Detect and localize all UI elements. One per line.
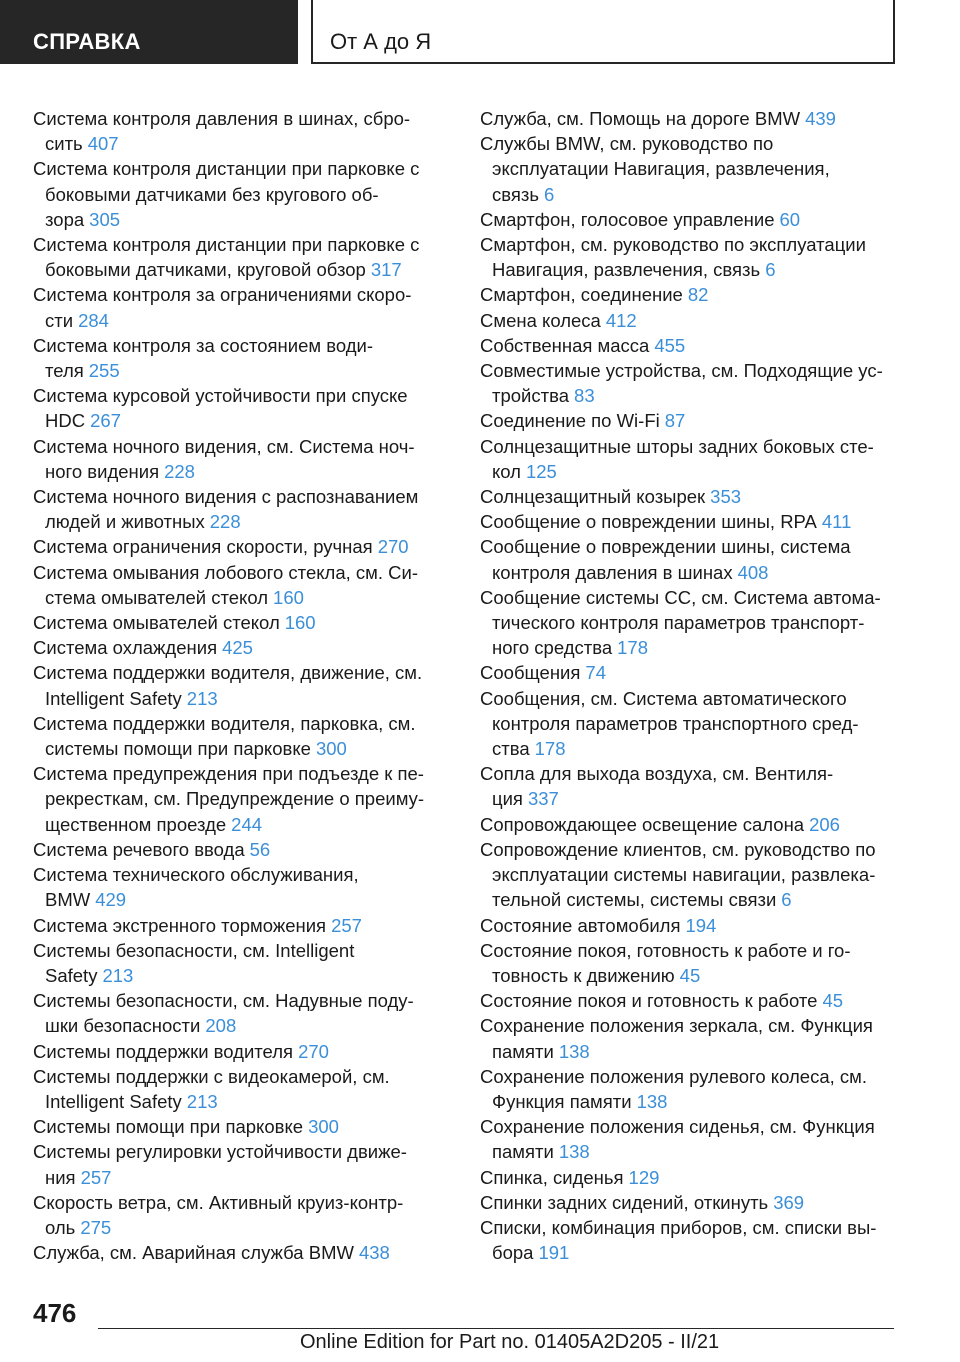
index-entry	[33, 635, 453, 660]
index-entry-text: Система ночного видения с распознаванием	[33, 486, 419, 508]
page-link[interactable]: 138	[558, 1141, 590, 1163]
index-entry	[33, 560, 453, 610]
page-link[interactable]: 125	[525, 460, 557, 482]
index-entry-text: эксплуатации системы навигации, развлека-	[492, 864, 876, 886]
subsection-tab[interactable]	[311, 0, 895, 64]
page-link[interactable]: 138	[558, 1040, 590, 1062]
index-entry-text: Сообщения	[480, 662, 581, 684]
index-entry-text: бора	[492, 1242, 534, 1264]
index-entry	[33, 988, 453, 1038]
index-entry-text: Списки, комбинация приборов, см. списки вы-	[480, 1216, 877, 1238]
page-link[interactable]: 317	[370, 259, 402, 281]
page-link[interactable]: 439	[805, 108, 836, 129]
page-link[interactable]: 56	[249, 838, 271, 860]
page-link[interactable]: 270	[377, 536, 409, 558]
page-link[interactable]: 228	[164, 460, 195, 482]
page-number: 476	[33, 1298, 77, 1328]
page-link[interactable]: 6	[544, 183, 555, 205]
index-entry	[480, 106, 900, 131]
index-column-left	[33, 106, 453, 1265]
index-entry	[33, 610, 453, 635]
index-entry	[480, 408, 900, 433]
section-title: СПРАВКА	[33, 29, 141, 54]
index-entry-text: Система ночного видения, см. Система ноч-	[33, 435, 415, 457]
index-entry-text: боковыми датчиками, круговой обзор	[45, 259, 366, 281]
index-entry-text: контроля параметров транспортного сред-	[492, 712, 859, 734]
index-entry-text: Смена колеса	[480, 309, 601, 331]
index-entry-text: Функция памяти	[492, 1090, 632, 1112]
page-link[interactable]: 337	[527, 788, 559, 810]
index-entry-text: Собственная масса	[480, 334, 650, 356]
page-link[interactable]: 284	[78, 309, 109, 331]
index-entry	[33, 837, 453, 862]
index-entry-text: Состояние покоя, готовность к работе и го-	[480, 939, 851, 961]
index-entry-text: Сообщение о повреждении шины, система	[480, 536, 851, 558]
index-entry	[480, 988, 900, 1013]
index-entry-text: HDC	[45, 410, 86, 432]
index-entry	[33, 1114, 453, 1139]
page-link[interactable]: 45	[679, 964, 701, 986]
index-entry	[480, 131, 900, 207]
index-entry-text: Соединение по Wi-Fi	[480, 410, 660, 432]
page-link[interactable]: 412	[605, 309, 637, 331]
page-link[interactable]: 305	[89, 208, 121, 230]
page-link[interactable]: 191	[538, 1242, 570, 1264]
index-entry-text: Сопровождение клиентов, см. руководство по	[480, 838, 876, 860]
index-entry	[480, 913, 900, 938]
page-link[interactable]: 228	[209, 511, 241, 533]
index-entry	[480, 434, 900, 484]
index-column-right	[480, 106, 900, 1265]
index-entry	[480, 1190, 900, 1215]
index-entry	[480, 333, 900, 358]
index-entry-text: Сохранение положения зеркала, см. Функция	[480, 1015, 873, 1037]
page-link[interactable]: 45	[822, 990, 844, 1012]
page-link[interactable]: 257	[331, 914, 362, 936]
index-entry-text: Навигация, развлечения, связь	[492, 259, 761, 281]
page-link[interactable]: 178	[534, 738, 566, 760]
index-entry-text: Система технического обслуживания,	[33, 864, 359, 886]
page-link[interactable]: 353	[710, 486, 742, 508]
index-entry-text: Смартфон, см. руководство по эксплуатации	[480, 234, 866, 256]
index-entry	[33, 1139, 453, 1189]
index-entry-text: боковыми датчиками без кругового об-	[45, 183, 379, 205]
index-entry-text: сти	[45, 309, 74, 331]
index-entry-text: связь	[492, 183, 540, 205]
index-entry-text: Системы безопасности, см. Надувные поду-	[33, 990, 414, 1012]
index-entry-text: Совместимые устройства, см. Подходящие ус-	[480, 360, 883, 382]
index-entry-text: Смартфон, соединение	[480, 284, 683, 306]
index-entry-text: Система поддержки водителя, движение, см.	[33, 662, 423, 684]
index-entry-text: Состояние покоя и готовность к работе	[480, 990, 818, 1012]
index-entry-text: Система курсовой устойчивости при спуске	[33, 385, 408, 407]
index-entry-text: тройства	[492, 385, 570, 407]
index-entry-text: ного средства	[492, 637, 613, 659]
index-entry	[33, 913, 453, 938]
page-link[interactable]: 178	[617, 637, 648, 659]
index-entry-text: ного видения	[45, 460, 160, 482]
index-entry-text: Системы поддержки водителя	[33, 1040, 294, 1062]
page-link[interactable]: 429	[95, 889, 127, 911]
page-link[interactable]: 275	[80, 1216, 112, 1238]
index-entry	[480, 812, 900, 837]
index-entry	[33, 484, 453, 534]
index-entry-text: контроля давления в шинах	[492, 561, 733, 583]
index-entry	[33, 232, 453, 282]
index-entry-text: системы помощи при парковке	[45, 738, 311, 760]
page-link[interactable]: 213	[186, 1090, 218, 1112]
index-entry	[480, 837, 900, 913]
index-entry-text: Служба, см. Помощь на дороге BMW	[480, 108, 801, 129]
index-entry-text: Сопровождающее освещение салона	[480, 813, 805, 835]
index-entry-text: стема омывателей стекол	[45, 586, 269, 608]
index-entry-text: Системы безопасности, см. Intelligent	[33, 939, 355, 961]
page-link[interactable]: 208	[205, 1015, 237, 1037]
index-entry	[33, 1039, 453, 1064]
index-entry-text: Intelligent Safety	[45, 687, 182, 709]
index-entry	[33, 434, 453, 484]
index-entry-text: Система контроля за состоянием води-	[33, 334, 374, 356]
index-entry	[33, 106, 453, 156]
page-link[interactable]: 138	[636, 1090, 668, 1112]
index-entry-text: рекресткам, см. Предупреждение о преиму-	[45, 788, 425, 810]
page-link[interactable]: 60	[779, 208, 801, 230]
page-link[interactable]: 411	[821, 511, 852, 533]
index-entry-text: тельной системы, системы связи	[492, 889, 777, 911]
index-entry-text: Системы помощи при парковке	[33, 1116, 304, 1138]
index-entry-text: Сохранение положения сиденья, см. Функция	[480, 1116, 875, 1138]
index-entry-text: Сообщение системы CC, см. Система автома-	[480, 586, 881, 608]
page-link[interactable]: 455	[654, 334, 686, 356]
index-entry	[33, 282, 453, 332]
page-link[interactable]: 74	[585, 662, 606, 684]
index-entry-text: Спинка, сиденья	[480, 1166, 624, 1188]
subsection-title: От А до Я	[330, 29, 432, 54]
page-link[interactable]: 213	[102, 964, 134, 986]
index-entry	[33, 660, 453, 710]
page-link[interactable]: 129	[628, 1166, 660, 1188]
index-entry	[480, 1165, 900, 1190]
page-link[interactable]: 82	[687, 284, 709, 306]
index-entry	[33, 938, 453, 988]
page-link[interactable]: 438	[358, 1242, 390, 1264]
index-entry-text: Система контроля за ограничениями скоро-	[33, 284, 412, 306]
page-link[interactable]: 6	[765, 259, 776, 281]
index-entry	[480, 232, 900, 282]
index-entry	[480, 761, 900, 811]
index-entry	[480, 484, 900, 509]
index-entry	[33, 534, 453, 559]
index-entry-text: Intelligent Safety	[45, 1090, 182, 1112]
index-entry-text: зора	[45, 208, 85, 230]
index-entry	[480, 509, 900, 534]
page-link[interactable]: 83	[574, 385, 595, 407]
index-entry-text: Система речевого ввода	[33, 838, 245, 860]
index-entry-text: эксплуатации Навигация, развлечения,	[492, 158, 830, 180]
index-entry	[480, 660, 900, 685]
page-link[interactable]: 160	[284, 612, 316, 634]
index-entry-text: Система омывателей стекол	[33, 612, 280, 634]
index-entry-text: Сопла для выхода воздуха, см. Вентиля-	[480, 763, 834, 785]
index-entry-text: Состояние автомобиля	[480, 914, 681, 936]
index-entry-text: Система охлаждения	[33, 637, 218, 659]
index-entry-text: Спинки задних сидений, откинуть	[480, 1191, 769, 1213]
index-entry-text: Солнцезащитный козырек	[480, 486, 706, 508]
page-link[interactable]: 425	[222, 637, 253, 659]
index-entry-text: товность к движению	[492, 964, 675, 986]
index-entry	[33, 156, 453, 232]
page-link[interactable]: 300	[315, 738, 347, 760]
index-entry	[33, 1064, 453, 1114]
page-link[interactable]: 160	[273, 586, 304, 608]
page-link[interactable]: 300	[308, 1116, 339, 1138]
index-entry-text: Система поддержки водителя, парковка, см.	[33, 712, 416, 734]
index-entry-text: ства	[492, 738, 530, 760]
index-entry	[480, 585, 900, 661]
page-link[interactable]: 6	[781, 889, 792, 911]
index-entry-text: Система контроля давления в шинах, сбро-	[33, 108, 411, 129]
page-link[interactable]: 408	[737, 561, 769, 583]
index-entry-text: Службы BMW, см. руководство по	[480, 133, 774, 155]
index-entry-text: Сохранение положения рулевого колеса, см.	[480, 1065, 867, 1087]
index-entry	[33, 711, 453, 761]
index-entry-text: Сообщения, см. Система автоматического	[480, 687, 847, 709]
index-entry-text: Сообщение о повреждении шины, RPA	[480, 511, 817, 533]
page-link[interactable]: 206	[809, 813, 840, 835]
index-entry-text: Система омывания лобового стекла, см. Си-	[33, 561, 418, 583]
index-entry-text: шки безопасности	[45, 1015, 201, 1037]
index-entry-text: Система экстренного торможения	[33, 914, 327, 936]
index-entry-text: тического контроля параметров транспорт-	[492, 612, 865, 634]
index-entry	[480, 938, 900, 988]
footer-divider	[98, 1328, 894, 1329]
index-entry	[480, 1114, 900, 1164]
index-entry	[480, 1013, 900, 1063]
index-entry	[33, 862, 453, 912]
index-entry-text: людей и животных	[45, 511, 205, 533]
index-entry-text: памяти	[492, 1040, 554, 1062]
index-entry-text: теля	[45, 360, 84, 382]
page-link[interactable]: 244	[231, 813, 263, 835]
page-link[interactable]: 267	[90, 410, 121, 432]
index-entry-text: ция	[492, 788, 523, 810]
edition-footer: Online Edition for Part no. 01405A2D205 - II/21	[300, 1331, 720, 1353]
index-entry	[480, 686, 900, 762]
index-entry-text: Системы регулировки устойчивости движе-	[33, 1141, 407, 1163]
index-entry-text: Safety	[45, 964, 98, 986]
index-entry-text: BMW	[45, 889, 91, 911]
index-entry	[480, 207, 900, 232]
index-entry-text: Служба, см. Аварийная служба BMW	[33, 1242, 354, 1264]
index-entry-text: Смартфон, голосовое управление	[480, 208, 775, 230]
index-entry	[480, 358, 900, 408]
index-entry-text: щественном проезде	[45, 813, 227, 835]
page-link[interactable]: 255	[88, 360, 120, 382]
index-entry-text: Системы поддержки с видеокамерой, см.	[33, 1065, 390, 1087]
index-entry-text: Система ограничения скорости, ручная	[33, 536, 373, 558]
page-link[interactable]: 407	[87, 133, 119, 155]
index-entry-text: памяти	[492, 1141, 554, 1163]
index-entry	[480, 534, 900, 584]
page-link[interactable]: 213	[186, 687, 218, 709]
page-link[interactable]: 369	[773, 1191, 805, 1213]
index-entry	[33, 1240, 453, 1265]
index-entry-text: Скорость ветра, см. Активный круиз-контр-	[33, 1191, 404, 1213]
index-entry-text: оль	[45, 1216, 76, 1238]
index-entry-text: Солнцезащитные шторы задних боковых сте-	[480, 435, 874, 457]
index-entry	[480, 282, 900, 307]
index-entry-text: ния	[45, 1166, 76, 1188]
page-link[interactable]: 194	[685, 914, 717, 936]
index-entry-text: сить	[45, 133, 83, 155]
page-link[interactable]: 257	[80, 1166, 112, 1188]
index-entry-text: кол	[492, 460, 521, 482]
index-entry	[33, 1190, 453, 1240]
index-entry	[480, 308, 900, 333]
index-entry	[480, 1064, 900, 1114]
index-entry	[33, 761, 453, 837]
index-entry-text: Система предупреждения при подъезде к пе-	[33, 763, 424, 785]
index-entry	[33, 333, 453, 383]
page-link[interactable]: 87	[664, 410, 686, 432]
index-entry	[480, 1215, 900, 1265]
index-entry	[33, 383, 453, 433]
page-link[interactable]: 270	[298, 1040, 329, 1062]
index-entry-text: Система контроля дистанции при парковке с	[33, 234, 420, 256]
index-entry-text: Система контроля дистанции при парковке с	[33, 158, 420, 180]
section-tab[interactable]	[0, 0, 298, 64]
